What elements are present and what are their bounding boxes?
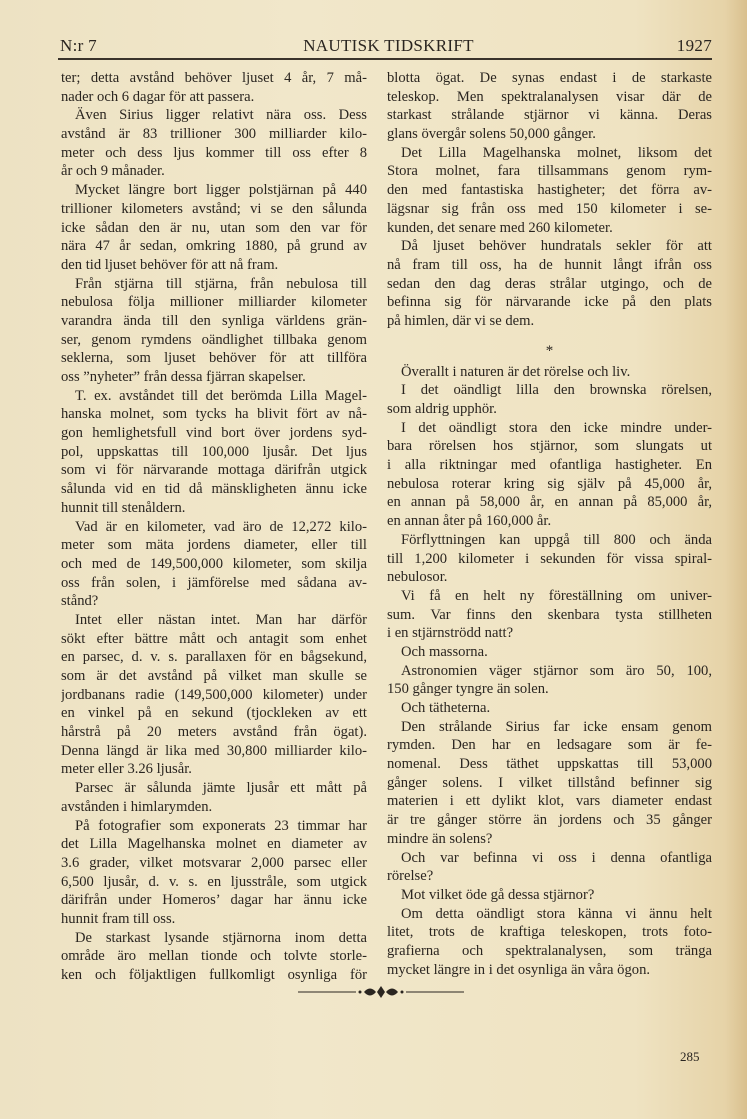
text-line: avstånd är 83 trillioner 300 milliarder kilo- (61, 126, 367, 143)
text-line: nära 47 år sedan, omkring 1880, på grund av (61, 238, 367, 255)
text-line: starkast strålande stjärnor vi känna. Deras (387, 107, 712, 124)
text-line: gånger solens. I vilket tillstånd befinner sig (387, 774, 712, 791)
text-line: ter; detta avstånd behöver ljuset 4 år, 7 må- (61, 70, 367, 86)
text-line: Intet eller nästan intet. Man har därför (75, 611, 367, 628)
text-line: seklerna, som ljuset behöver för att tillföra (61, 350, 367, 367)
text-line: Mot vilket öde gå dessa stjärnor? (401, 886, 595, 903)
text-line: sedan den dag deras strålar utgingo, och de (387, 275, 712, 292)
issue-number: N:r 7 (60, 36, 97, 55)
text-line: Vad är en kilometer, vad äro de 12,272 kilo- (75, 518, 367, 535)
text-line: därifrån under Homeros’ dagar har ännu icke (61, 892, 367, 909)
text-line: hanska molnet, som tycks ha blivit fört av nå- (61, 406, 367, 423)
text-line: Och tätheterna. (401, 700, 491, 716)
text-line: och med de 149,500,000 kilometer, som skilja (61, 555, 367, 572)
text-line: till 1,200 kilometer i sekunden för vissa spiral- (387, 550, 712, 567)
text-line: Även Sirius ligger relativt nära oss. Dess (75, 107, 367, 124)
text-line: Stora molnet, fara tillsammans genom rym- (387, 163, 712, 180)
text-line: meter och dess ljus kommer till oss efter 8 (61, 144, 367, 161)
text-line: nebulosor. (387, 569, 448, 586)
text-line: i en stjärnströdd natt? (387, 625, 514, 642)
text-line: blotta ögat. De synas endast i de starkaste (387, 70, 712, 86)
text-line: bara rörelsen hos stjärnor, som slungats ut (387, 438, 712, 455)
text-line: Det Lilla Magelhanska molnet, liksom det (401, 144, 712, 161)
text-line: område äro mellan tionde och tolvte storle- (61, 948, 367, 965)
text-line: glans övergår solens 50,000 gånger. (387, 126, 596, 143)
text-line: som aldrig upphör. (387, 401, 497, 417)
text-line: Astronomien väger stjärnor som äro 50, 100, (401, 662, 712, 679)
text-line: materien i ett dylikt klot, vars diameter endast (387, 793, 712, 810)
text-line: nebulosa roterar kring sig själv på 45,000 år, (387, 475, 712, 492)
text-line: en annan åter på 160,000 år. (387, 513, 552, 530)
journal-title: NAUTISK TIDSKRIFT (303, 36, 474, 55)
text-line: mycket längre in i det osynliga än våra ögon. (387, 961, 651, 978)
text-line: i alla riktningar med ofantliga hastigheter. En (387, 457, 712, 474)
text-line: pol, uppskattas till 100,000 ljusår. Det ljus (61, 443, 367, 460)
text-line: det Lilla Magelhanska molnet en diameter av (61, 836, 367, 853)
text-line: en parsec, d. v. s. parallaxen för en bågsekund, (61, 649, 367, 666)
text-line: Förflyttningen kan uppgå till 800 och ända (401, 531, 712, 548)
text-line: I det oändligt lilla den brownska rörelsen, (401, 382, 712, 399)
text-line: jordbanans radie (149,500,000 kilometer) under (61, 686, 367, 703)
text-line: Om detta oändligt stora känna vi ännu helt (401, 905, 712, 922)
text-line: varandra ända till den synliga världens grän- (61, 312, 367, 329)
text-line: som vi för närvarande mottaga därifrån utgick (61, 462, 367, 479)
text-line: rymden. Den har en ledsagare som är fe- (387, 737, 712, 754)
text-line: De starkast lysande stjärnorna inom detta (75, 929, 367, 946)
text-line: en vinkel på en sekund (tjockleken av ett (61, 705, 367, 722)
text-line: Denna längd är lika med 30,800 milliarder kilo- (61, 742, 367, 759)
text-line: en annan på 58,000 år, en annan på 85,000 år, (387, 494, 712, 511)
text-line: I det oändligt stora den icke mindre under- (401, 419, 712, 436)
text-line: nå fram till oss, ha de hunnit långt ifrån oss (387, 256, 712, 273)
text-line: hunnit fram till oss. (61, 910, 176, 927)
text-line: på himlen, där vi se dem. (387, 312, 535, 329)
right-column (387, 69, 712, 979)
text-line: nomenal. Dess täthet uppskattas till 53,000 (387, 756, 712, 773)
text-line: rörelse? (387, 868, 434, 885)
text-line: nader och 6 dagar för att passera. (61, 88, 255, 105)
text-line: Och var befinna vi oss i denna ofantliga (401, 849, 712, 866)
page-number: 285 (680, 1049, 700, 1064)
text-line: år och 9 månader. (61, 163, 165, 180)
text-line: kunden, det senare med 260 kilometer. (387, 219, 613, 236)
text-line: ken och följaktligen fullkomligt osynliga för (61, 967, 367, 983)
text-line: lägsnar sig från oss med 150 kilometer i se- (387, 200, 712, 217)
text-line: är tre gånger större än jordens och 35 gånger (387, 812, 712, 829)
text-line: gon hemlighetsfull vind bort över jordens syd- (61, 425, 367, 442)
year: 1927 (676, 36, 712, 55)
section-separator: * (545, 342, 554, 359)
text-line: ser, genom rymdens oändlighet tillbaka genom (61, 331, 367, 348)
text-line: mindre än solens? (387, 830, 493, 847)
text-line: Från stjärna till stjärna, från nebulosa till (75, 275, 367, 292)
text-line: icke sådan den är nu, utan som den var för (61, 219, 367, 236)
text-line: sålunda vid en tid då mänskligheten ännu icke (61, 481, 367, 498)
text-line: På fotografier som exponerats 23 timmar har (75, 817, 367, 834)
text-line: den tid ljuset behöver för att nå fram. (61, 256, 279, 273)
text-line: den med fantastiska hastigheter; det förra av- (387, 182, 712, 199)
text-line: hårstrå på 20 meters avstånd från ögat). (61, 724, 367, 741)
text-line: stånd? (61, 593, 99, 610)
text-line: Och massorna. (401, 643, 488, 660)
text-line: sum. Var finns den skenbara tysta stillheten (387, 606, 712, 623)
text-line: grafierna och spektralanalysen, som tränga (387, 942, 712, 959)
text-line: nebulosa följa millioner milliarder kilometer (61, 294, 367, 311)
text-line: som är det avstånd på vilket man skulle se (61, 668, 367, 684)
text-line: 3.6 grader, vilket motsvarar 2,000 parsec eller (61, 854, 367, 871)
text-line: teleskop. Men spektralanalysen visar där de (387, 88, 712, 105)
text-line: Överallt i naturen är det rörelse och liv. (401, 363, 631, 380)
text-line: hunnit till stenåldern. (61, 499, 186, 516)
text-line: T. ex. avståndet till det berömda Lilla Magel- (75, 387, 367, 404)
text-line: 150 gånger tyngre än solen. (387, 681, 549, 698)
text-line: sökt efter bättre mått och antagit som enhet (61, 630, 367, 647)
text-line: meter eller 3.26 ljusår. (61, 761, 192, 778)
text-line: Då ljuset behöver hundratals sekler för att (401, 238, 712, 255)
text-line: avstånden i himlarymden. (61, 798, 213, 815)
left-column (61, 69, 367, 985)
header-rule (58, 58, 712, 60)
text-line: trillioner kilometers avstånd; vi se den sålunda (61, 200, 367, 217)
text-line: Mycket längre bort ligger polstjärnan på 440 (75, 182, 367, 199)
ornament-divider-icon (298, 983, 464, 1001)
text-line: meter som mäta jordens diameter, eller till (61, 537, 367, 554)
text-line: Den strålande Sirius far icke ensam genom (401, 718, 712, 735)
text-line: oss ”nyheter” från dessa fjärran skapelser. (61, 369, 306, 385)
text-line: Parsec är sålunda jämte ljusår ett mått på (75, 780, 367, 797)
text-line: befinna sig för närvarande icke på den plats (387, 294, 712, 311)
text-line: litet, trots de kraftiga teleskopen, trots foto- (387, 924, 712, 941)
text-line: Vi få en helt ny föreställning om univer- (401, 587, 712, 604)
text-line: oss från solen, i jämförelse med sådana av- (61, 574, 367, 591)
text-line: 6,500 ljusår, d. v. s. en ljusstråle, som utgick (61, 873, 367, 890)
